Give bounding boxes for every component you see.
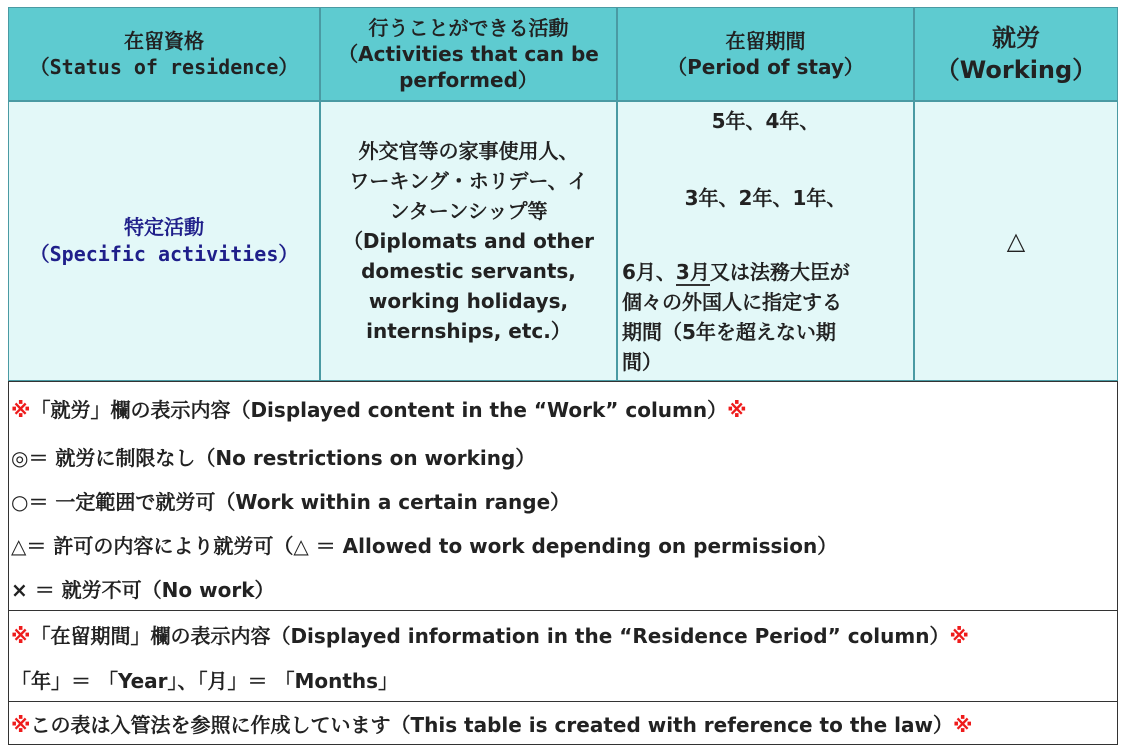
period-note-units: 「年」＝ 「Year」、「月」＝ 「Months」 [11,669,399,693]
period-line-5: 期間（5年を超えない期 [622,320,836,344]
header-working [914,7,1118,101]
activities-en-4: internships, etc.） [366,319,571,343]
header-working-en: （Working） [935,56,1097,84]
header-status-ja: 在留資格 [124,29,204,53]
period-line-3 [622,257,850,287]
work-note-none: × ＝ 就労不可（No work） [11,578,275,602]
notes-divider [9,610,1117,611]
note-mark: ※ [11,398,31,422]
header-activities [320,7,617,101]
period-line-3a: 6月、 [622,260,676,284]
header-status-en: （Status of residence） [29,55,299,79]
working-mark: △ [1006,227,1026,255]
work-note-unrestricted: ◎＝ 就労に制限なし（No restrictions on working） [11,446,536,470]
period-notes-title-text: 「在留期間」欄の表示内容（Displayed information in the “Residence Period” column） [30,624,950,648]
header-activities-en1: （Activities that can be [338,42,599,66]
work-notes-title-text: 「就労」欄の表示内容（Displayed content in the “Work” column） [30,398,728,422]
note-mark: ※ [727,398,747,422]
law-note [11,709,972,738]
period-line-2: 3年、2年、1年、 [684,186,847,210]
header-status [8,7,320,101]
period-line-4: 個々の外国人に指定する [622,290,842,314]
work-note-permission: △＝ 許可の内容により就労可（△ ＝ Allowed to work depending on permission） [11,534,838,558]
activities-en-1: （Diplomats and other [342,229,595,253]
work-note-limited: ○＝ 一定範囲で就労可（Work within a certain range） [11,490,571,514]
period-line-3c: 又は法務大臣が [709,260,850,284]
header-activities-ja: 行うことができる活動 [368,16,569,40]
law-note-text: この表は入管法を参照に作成しています（This table is created with reference to the law） [30,713,953,737]
activities-ja-3: ンターンシップ等 [389,199,548,223]
activities-ja-1: 外交官等の家事使用人、 [358,139,579,163]
cell-status [8,101,320,381]
header-working-ja: 就労 [992,24,1040,52]
note-mark: ※ [11,713,31,737]
note-mark: ※ [949,624,969,648]
period-line-6: 間） [622,350,662,374]
period-notes-title [11,620,969,649]
notes-divider [9,701,1117,702]
cell-period [617,101,914,381]
header-period [617,7,914,101]
period-line-3b: 3月 [675,260,710,284]
activities-en-3: working holidays, [368,289,569,313]
header-period-en: （Period of stay） [667,55,864,79]
work-notes-title [11,394,747,423]
cell-activities [320,101,617,381]
notes-box [8,381,1118,745]
period-line-1: 5年、4年、 [711,109,820,133]
note-mark: ※ [11,624,31,648]
cell-working [914,101,1118,381]
header-period-ja: 在留期間 [725,29,806,53]
note-mark: ※ [952,713,973,737]
status-en: （Specific activities） [29,242,299,266]
header-activities-en2: performed） [399,68,538,92]
activities-en-2: domestic servants, [361,259,576,283]
activities-ja-2: ワーキング・ホリデー、イ [349,169,588,193]
status-ja: 特定活動 [124,215,204,239]
